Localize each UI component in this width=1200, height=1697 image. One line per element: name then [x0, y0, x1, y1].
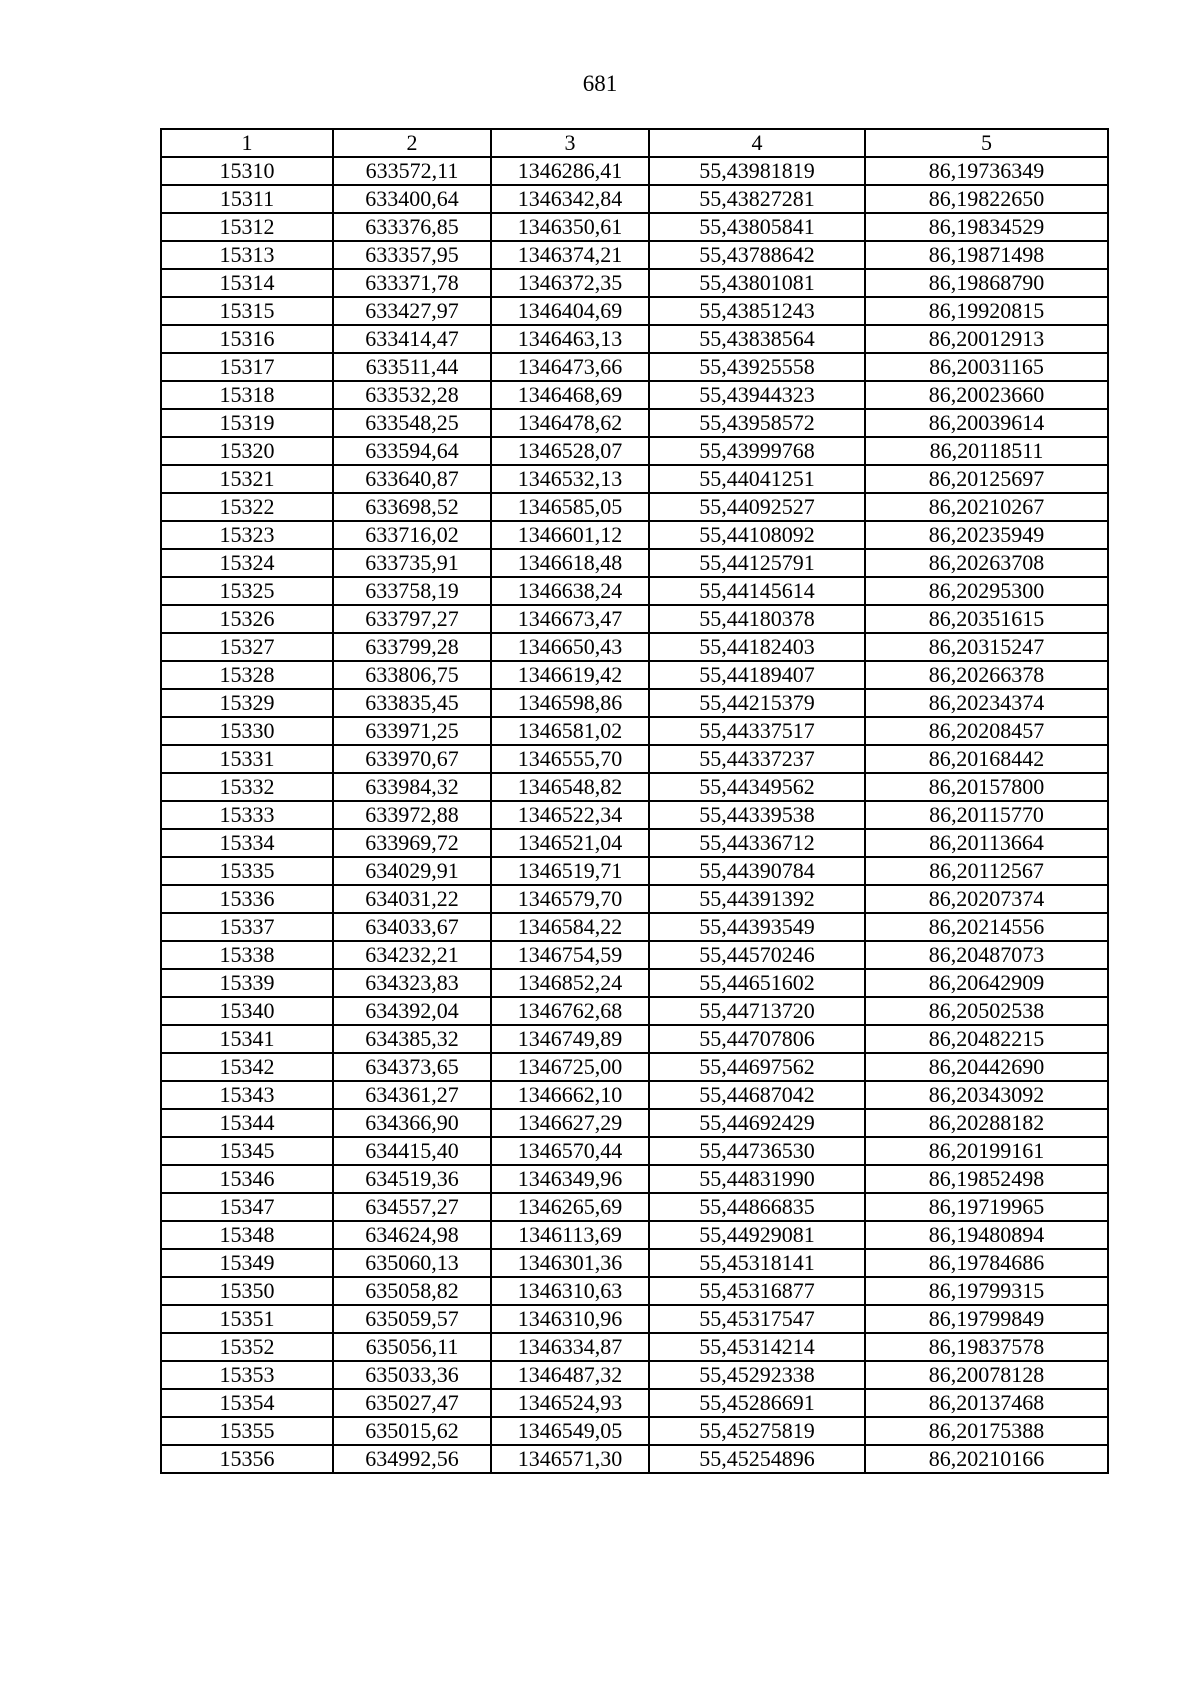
table-row — [161, 437, 1108, 465]
table-cell: 635059,57 — [333, 1305, 491, 1333]
table-cell: 633969,72 — [333, 829, 491, 857]
table-cell: 55,43999768 — [649, 437, 865, 465]
table-cell: 1346579,70 — [491, 885, 649, 913]
table-row — [161, 1137, 1108, 1165]
table-cell: 633357,95 — [333, 241, 491, 269]
table-cell: 634029,91 — [333, 857, 491, 885]
table-cell: 55,45292338 — [649, 1361, 865, 1389]
table-cell: 1346555,70 — [491, 745, 649, 773]
table-cell: 55,44041251 — [649, 465, 865, 493]
table-cell: 55,44337517 — [649, 717, 865, 745]
table-row — [161, 941, 1108, 969]
table-cell: 1346374,21 — [491, 241, 649, 269]
table-row — [161, 1053, 1108, 1081]
table-cell: 55,44707806 — [649, 1025, 865, 1053]
table-cell: 55,44336712 — [649, 829, 865, 857]
table-cell: 86,20288182 — [865, 1109, 1108, 1137]
table-cell: 15341 — [161, 1025, 333, 1053]
table-cell: 86,19837578 — [865, 1333, 1108, 1361]
table-cell: 1346334,87 — [491, 1333, 649, 1361]
table-cell: 1346473,66 — [491, 353, 649, 381]
table-row — [161, 465, 1108, 493]
table-cell: 1346478,62 — [491, 409, 649, 437]
table-cell: 15355 — [161, 1417, 333, 1445]
table-cell: 633758,19 — [333, 577, 491, 605]
table-cell: 15333 — [161, 801, 333, 829]
table-cell: 633400,64 — [333, 185, 491, 213]
table-cell: 15342 — [161, 1053, 333, 1081]
table-cell: 1346310,63 — [491, 1277, 649, 1305]
table-cell: 1346113,69 — [491, 1221, 649, 1249]
table-cell: 1346350,61 — [491, 213, 649, 241]
table-cell: 86,19736349 — [865, 157, 1108, 185]
table-cell: 86,20113664 — [865, 829, 1108, 857]
table-cell: 55,45254896 — [649, 1445, 865, 1473]
table-cell: 633971,25 — [333, 717, 491, 745]
table-body — [161, 157, 1108, 1473]
table-cell: 15352 — [161, 1333, 333, 1361]
table-cell: 1346372,35 — [491, 269, 649, 297]
table-cell: 15351 — [161, 1305, 333, 1333]
table-cell: 15328 — [161, 661, 333, 689]
table-cell: 86,19784686 — [865, 1249, 1108, 1277]
table-cell: 15347 — [161, 1193, 333, 1221]
table-cell: 1346749,89 — [491, 1025, 649, 1053]
table-cell: 55,44215379 — [649, 689, 865, 717]
table-row — [161, 1221, 1108, 1249]
table-cell: 15336 — [161, 885, 333, 913]
table-cell: 1346585,05 — [491, 493, 649, 521]
column-header: 3 — [491, 129, 649, 157]
table-cell: 1346519,71 — [491, 857, 649, 885]
table-cell: 15356 — [161, 1445, 333, 1473]
table-cell: 55,44651602 — [649, 969, 865, 997]
table-cell: 15319 — [161, 409, 333, 437]
table-cell: 86,20175388 — [865, 1417, 1108, 1445]
table-row — [161, 857, 1108, 885]
table-cell: 1346627,29 — [491, 1109, 649, 1137]
table-cell: 55,44713720 — [649, 997, 865, 1025]
table-cell: 15348 — [161, 1221, 333, 1249]
table-cell: 15317 — [161, 353, 333, 381]
table-cell: 634031,22 — [333, 885, 491, 913]
table-cell: 86,20263708 — [865, 549, 1108, 577]
table-cell: 55,43805841 — [649, 213, 865, 241]
table-cell: 86,20207374 — [865, 885, 1108, 913]
table-cell: 634415,40 — [333, 1137, 491, 1165]
table-row — [161, 1249, 1108, 1277]
table-cell: 55,44929081 — [649, 1221, 865, 1249]
table-row — [161, 773, 1108, 801]
table-cell: 86,19719965 — [865, 1193, 1108, 1221]
table-cell: 1346581,02 — [491, 717, 649, 745]
table-cell: 633716,02 — [333, 521, 491, 549]
table-row — [161, 913, 1108, 941]
table-cell: 1346532,13 — [491, 465, 649, 493]
table-row — [161, 745, 1108, 773]
table-cell: 55,43958572 — [649, 409, 865, 437]
table-cell: 634392,04 — [333, 997, 491, 1025]
coordinates-table — [160, 128, 1109, 1474]
table-cell: 633972,88 — [333, 801, 491, 829]
table-cell: 55,45316877 — [649, 1277, 865, 1305]
table-cell: 55,44180378 — [649, 605, 865, 633]
table-cell: 15340 — [161, 997, 333, 1025]
table-cell: 1346468,69 — [491, 381, 649, 409]
table-cell: 86,20137468 — [865, 1389, 1108, 1417]
table-row — [161, 1025, 1108, 1053]
table-cell: 86,20234374 — [865, 689, 1108, 717]
table-cell: 1346487,32 — [491, 1361, 649, 1389]
table-cell: 1346524,93 — [491, 1389, 649, 1417]
table-row — [161, 493, 1108, 521]
table-cell: 15314 — [161, 269, 333, 297]
table-row — [161, 885, 1108, 913]
table-cell: 86,19834529 — [865, 213, 1108, 241]
table-cell: 15343 — [161, 1081, 333, 1109]
table-cell: 633532,28 — [333, 381, 491, 409]
table-cell: 86,20078128 — [865, 1361, 1108, 1389]
table-row — [161, 801, 1108, 829]
table-cell: 15350 — [161, 1277, 333, 1305]
table-cell: 55,43944323 — [649, 381, 865, 409]
table-cell: 55,45275819 — [649, 1417, 865, 1445]
table-cell: 86,20482215 — [865, 1025, 1108, 1053]
table-cell: 15344 — [161, 1109, 333, 1137]
table-cell: 55,45318141 — [649, 1249, 865, 1277]
table-cell: 635056,11 — [333, 1333, 491, 1361]
table-cell: 634232,21 — [333, 941, 491, 969]
table-cell: 1346549,05 — [491, 1417, 649, 1445]
table-cell: 15334 — [161, 829, 333, 857]
table-cell: 634557,27 — [333, 1193, 491, 1221]
table-cell: 1346725,00 — [491, 1053, 649, 1081]
table-cell: 1346673,47 — [491, 605, 649, 633]
table-cell: 1346852,24 — [491, 969, 649, 997]
table-cell: 55,44831990 — [649, 1165, 865, 1193]
table-row — [161, 409, 1108, 437]
table-cell: 634992,56 — [333, 1445, 491, 1473]
table-cell: 1346310,96 — [491, 1305, 649, 1333]
table-row — [161, 689, 1108, 717]
table-cell: 86,19920815 — [865, 297, 1108, 325]
table-cell: 55,44125791 — [649, 549, 865, 577]
table-cell: 55,44339538 — [649, 801, 865, 829]
table-cell: 633594,64 — [333, 437, 491, 465]
table-cell: 55,43925558 — [649, 353, 865, 381]
table-cell: 633806,75 — [333, 661, 491, 689]
table-row — [161, 1193, 1108, 1221]
table-cell: 634323,83 — [333, 969, 491, 997]
table-cell: 86,19822650 — [865, 185, 1108, 213]
table-cell: 1346522,34 — [491, 801, 649, 829]
table-cell: 55,43851243 — [649, 297, 865, 325]
table-cell: 634361,27 — [333, 1081, 491, 1109]
table-cell: 1346571,30 — [491, 1445, 649, 1473]
table-cell: 633799,28 — [333, 633, 491, 661]
table-cell: 55,44393549 — [649, 913, 865, 941]
table-cell: 1346662,10 — [491, 1081, 649, 1109]
page-number: 681 — [582, 71, 618, 96]
table-cell: 1346601,12 — [491, 521, 649, 549]
table-cell: 15312 — [161, 213, 333, 241]
table-cell: 86,19871498 — [865, 241, 1108, 269]
table-cell: 55,44570246 — [649, 941, 865, 969]
table-cell: 633984,32 — [333, 773, 491, 801]
table-cell: 86,20442690 — [865, 1053, 1108, 1081]
table-row — [161, 157, 1108, 185]
table-cell: 635015,62 — [333, 1417, 491, 1445]
table-cell: 15321 — [161, 465, 333, 493]
table-cell: 15311 — [161, 185, 333, 213]
table-cell: 634385,32 — [333, 1025, 491, 1053]
table-row — [161, 353, 1108, 381]
table-cell: 55,44866835 — [649, 1193, 865, 1221]
table-header — [161, 129, 1108, 157]
table-cell: 55,44692429 — [649, 1109, 865, 1137]
table-cell: 15323 — [161, 521, 333, 549]
table-cell: 55,44189407 — [649, 661, 865, 689]
table-row — [161, 1277, 1108, 1305]
table-cell: 86,19852498 — [865, 1165, 1108, 1193]
table-cell: 55,43838564 — [649, 325, 865, 353]
table-cell: 86,20295300 — [865, 577, 1108, 605]
table-cell: 15318 — [161, 381, 333, 409]
table-cell: 86,20642909 — [865, 969, 1108, 997]
table-row — [161, 185, 1108, 213]
table-row — [161, 325, 1108, 353]
table-cell: 55,44349562 — [649, 773, 865, 801]
table-cell: 86,20351615 — [865, 605, 1108, 633]
table-cell: 86,20168442 — [865, 745, 1108, 773]
table-cell: 86,20012913 — [865, 325, 1108, 353]
table-row — [161, 1361, 1108, 1389]
table-cell: 1346598,86 — [491, 689, 649, 717]
table-cell: 633414,47 — [333, 325, 491, 353]
table-cell: 86,20235949 — [865, 521, 1108, 549]
table-row — [161, 633, 1108, 661]
table-cell: 55,44337237 — [649, 745, 865, 773]
table-cell: 86,20157800 — [865, 773, 1108, 801]
table-cell: 55,45286691 — [649, 1389, 865, 1417]
table-cell: 86,20210166 — [865, 1445, 1108, 1473]
table-cell: 1346404,69 — [491, 297, 649, 325]
table-row — [161, 1081, 1108, 1109]
table-cell: 1346754,59 — [491, 941, 649, 969]
table-cell: 55,44092527 — [649, 493, 865, 521]
table-cell: 633548,25 — [333, 409, 491, 437]
table-cell: 633640,87 — [333, 465, 491, 493]
table-cell: 86,19799849 — [865, 1305, 1108, 1333]
table-cell: 15322 — [161, 493, 333, 521]
table-cell: 86,20118511 — [865, 437, 1108, 465]
table-cell: 1346349,96 — [491, 1165, 649, 1193]
table-cell: 86,20031165 — [865, 353, 1108, 381]
table-cell: 86,20315247 — [865, 633, 1108, 661]
table-cell: 1346548,82 — [491, 773, 649, 801]
table-cell: 1346762,68 — [491, 997, 649, 1025]
table-row — [161, 605, 1108, 633]
table-cell: 633698,52 — [333, 493, 491, 521]
table-cell: 634366,90 — [333, 1109, 491, 1137]
table-cell: 15315 — [161, 297, 333, 325]
table-cell: 1346342,84 — [491, 185, 649, 213]
table-row — [161, 1389, 1108, 1417]
table-cell: 15330 — [161, 717, 333, 745]
table-cell: 55,43788642 — [649, 241, 865, 269]
table-cell: 55,44687042 — [649, 1081, 865, 1109]
table-cell: 55,44390784 — [649, 857, 865, 885]
table-cell: 633376,85 — [333, 213, 491, 241]
table-cell: 15326 — [161, 605, 333, 633]
table-cell: 633835,45 — [333, 689, 491, 717]
column-header: 4 — [649, 129, 865, 157]
table-cell: 633371,78 — [333, 269, 491, 297]
table-cell: 15329 — [161, 689, 333, 717]
table-cell: 1346638,24 — [491, 577, 649, 605]
table-cell: 1346286,41 — [491, 157, 649, 185]
table-row — [161, 241, 1108, 269]
table-cell: 15310 — [161, 157, 333, 185]
table-cell: 633970,67 — [333, 745, 491, 773]
table-row — [161, 661, 1108, 689]
table-row — [161, 717, 1108, 745]
table-cell: 55,43827281 — [649, 185, 865, 213]
table-cell: 55,44108092 — [649, 521, 865, 549]
header-row — [161, 129, 1108, 157]
table-cell: 55,44391392 — [649, 885, 865, 913]
table-row — [161, 829, 1108, 857]
table-cell: 635027,47 — [333, 1389, 491, 1417]
table-cell: 633511,44 — [333, 353, 491, 381]
table-cell: 1346463,13 — [491, 325, 649, 353]
table-cell: 1346528,07 — [491, 437, 649, 465]
table-cell: 86,20208457 — [865, 717, 1108, 745]
table-cell: 86,20343092 — [865, 1081, 1108, 1109]
table-cell: 15331 — [161, 745, 333, 773]
table-cell: 86,20125697 — [865, 465, 1108, 493]
table-row — [161, 997, 1108, 1025]
table-cell: 15345 — [161, 1137, 333, 1165]
table-cell: 55,44736530 — [649, 1137, 865, 1165]
table-cell: 1346301,36 — [491, 1249, 649, 1277]
table-cell: 86,20487073 — [865, 941, 1108, 969]
table-cell: 634373,65 — [333, 1053, 491, 1081]
table-cell: 15338 — [161, 941, 333, 969]
table-cell: 86,20214556 — [865, 913, 1108, 941]
table-cell: 15327 — [161, 633, 333, 661]
table-cell: 55,45317547 — [649, 1305, 865, 1333]
table-cell: 86,20199161 — [865, 1137, 1108, 1165]
table-cell: 15335 — [161, 857, 333, 885]
column-header: 1 — [161, 129, 333, 157]
table-cell: 1346521,04 — [491, 829, 649, 857]
table-row — [161, 549, 1108, 577]
table-row — [161, 1165, 1108, 1193]
table-row — [161, 1305, 1108, 1333]
table-cell: 55,44697562 — [649, 1053, 865, 1081]
table-cell: 635033,36 — [333, 1361, 491, 1389]
table-cell: 15339 — [161, 969, 333, 997]
table-cell: 86,19868790 — [865, 269, 1108, 297]
table-cell: 86,20112567 — [865, 857, 1108, 885]
table-cell: 15324 — [161, 549, 333, 577]
table-cell: 86,20210267 — [865, 493, 1108, 521]
table-cell: 15313 — [161, 241, 333, 269]
table-row — [161, 381, 1108, 409]
table-row — [161, 213, 1108, 241]
table-cell: 15325 — [161, 577, 333, 605]
table-cell: 15346 — [161, 1165, 333, 1193]
table-cell: 15353 — [161, 1361, 333, 1389]
table-row — [161, 577, 1108, 605]
table-cell: 86,20266378 — [865, 661, 1108, 689]
table-cell: 634033,67 — [333, 913, 491, 941]
table-cell: 633427,97 — [333, 297, 491, 325]
table-cell: 86,19799315 — [865, 1277, 1108, 1305]
table-cell: 1346619,42 — [491, 661, 649, 689]
table-cell: 55,45314214 — [649, 1333, 865, 1361]
table-cell: 1346584,22 — [491, 913, 649, 941]
table-cell: 86,19480894 — [865, 1221, 1108, 1249]
table-cell: 1346265,69 — [491, 1193, 649, 1221]
table-cell: 1346570,44 — [491, 1137, 649, 1165]
table-cell: 15337 — [161, 913, 333, 941]
table-cell: 634519,36 — [333, 1165, 491, 1193]
table-row — [161, 269, 1108, 297]
table-cell: 633735,91 — [333, 549, 491, 577]
column-header: 2 — [333, 129, 491, 157]
table-row — [161, 1417, 1108, 1445]
table-cell: 633572,11 — [333, 157, 491, 185]
table-cell: 633797,27 — [333, 605, 491, 633]
table-row — [161, 969, 1108, 997]
table-cell: 1346618,48 — [491, 549, 649, 577]
table-cell: 55,43801081 — [649, 269, 865, 297]
table-cell: 15354 — [161, 1389, 333, 1417]
table-cell: 15349 — [161, 1249, 333, 1277]
table-row — [161, 297, 1108, 325]
table-cell: 55,44182403 — [649, 633, 865, 661]
table-cell: 15320 — [161, 437, 333, 465]
table-row — [161, 1333, 1108, 1361]
table-cell: 15332 — [161, 773, 333, 801]
table-cell: 55,43981819 — [649, 157, 865, 185]
table-cell: 1346650,43 — [491, 633, 649, 661]
table-row — [161, 1109, 1108, 1137]
table-cell: 634624,98 — [333, 1221, 491, 1249]
table-row — [161, 1445, 1108, 1473]
table-cell: 86,20502538 — [865, 997, 1108, 1025]
table-cell: 635058,82 — [333, 1277, 491, 1305]
table-cell: 55,44145614 — [649, 577, 865, 605]
table-cell: 86,20115770 — [865, 801, 1108, 829]
table-cell: 15316 — [161, 325, 333, 353]
table-cell: 86,20039614 — [865, 409, 1108, 437]
table-row — [161, 521, 1108, 549]
table-cell: 86,20023660 — [865, 381, 1108, 409]
table-cell: 635060,13 — [333, 1249, 491, 1277]
column-header: 5 — [865, 129, 1108, 157]
